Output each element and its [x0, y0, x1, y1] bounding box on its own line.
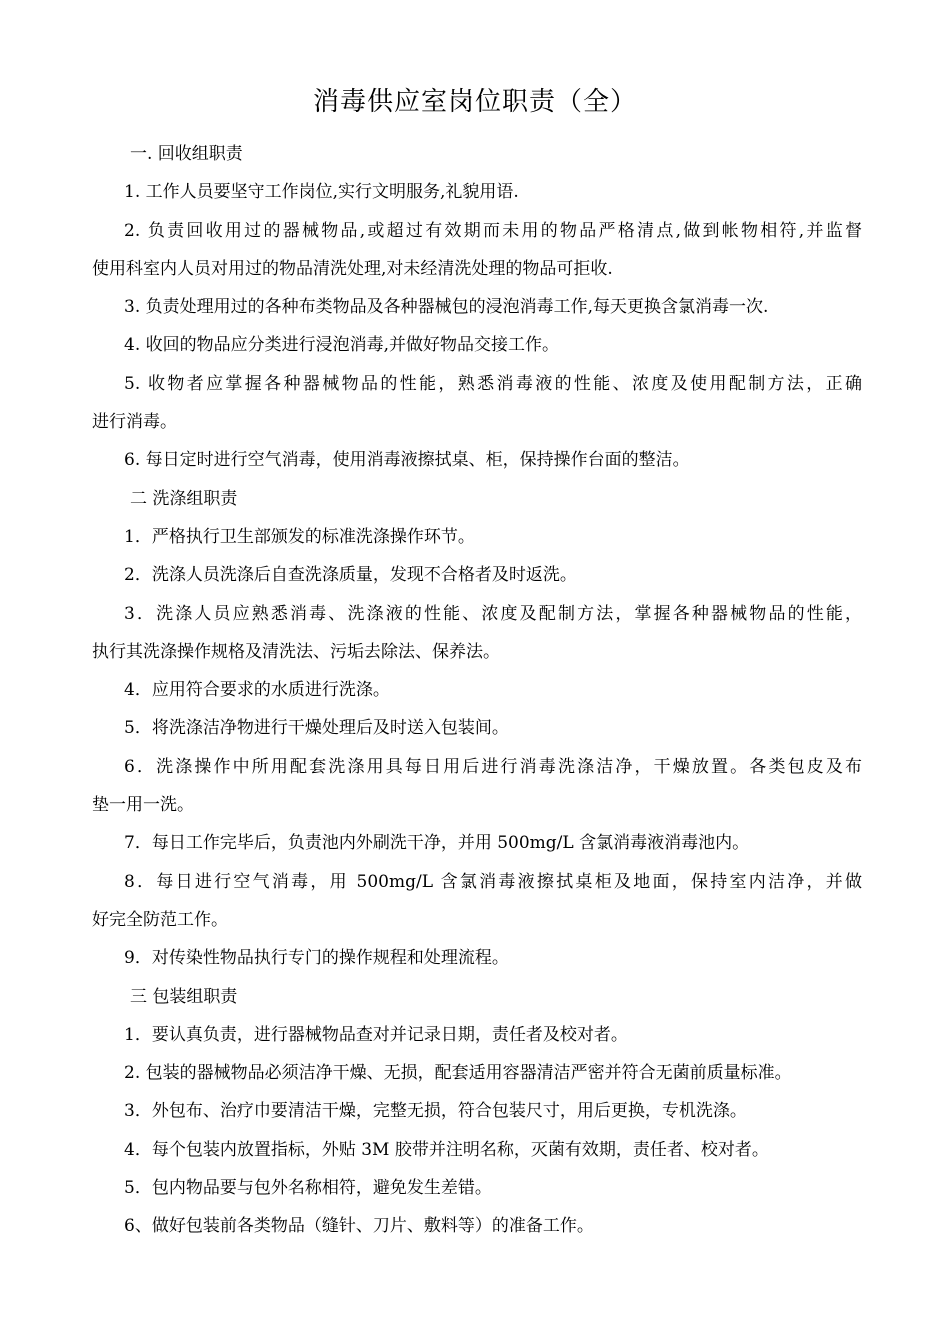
paragraph-line: 1．严格执行卫生部颁发的标准洗涤操作环节。	[124, 526, 475, 547]
paragraph-line: 5．将洗涤洁净物进行干燥处理后及时送入包装间。	[124, 718, 509, 739]
paragraph-line: 3．洗涤人员应熟悉消毒、洗涤液的性能、浓度及配制方法，掌握各种器械物品的性能，	[124, 603, 862, 624]
paragraph-line: 4．每个包装内放置指标，外贴 3M 胶带并注明名称，灭菌有效期，责任者、校对者。	[124, 1139, 769, 1160]
paragraph-line: 8．每日进行空气消毒，用 500mg/L 含氯消毒液擦拭桌柜及地面，保持室内洁净，并做	[124, 871, 862, 892]
paragraph-line: 1. 工作人员要坚守工作岗位,实行文明服务,礼貌用语.	[124, 182, 519, 203]
paragraph-line: 2．洗涤人员洗涤后自查洗涤质量，发现不合格者及时返洗。	[124, 565, 577, 586]
paragraph-line: 1．要认真负责，进行器械物品查对并记录日期，责任者及校对者。	[124, 1024, 628, 1045]
section-heading-recycling: 一. 回收组职责	[130, 144, 243, 164]
paragraph-line: 2. 包装的器械物品必须洁净干燥、无损，配套适用容器清洁严密并符合无菌前质量标准。	[124, 1063, 792, 1084]
paragraph-line: 6、做好包装前各类物品（缝针、刀片、敷料等）的准备工作。	[124, 1216, 594, 1237]
paragraph-line: 2. 负责回收用过的器械物品,或超过有效期而未用的物品严格清点,做到帐物相符,并监督	[124, 220, 862, 241]
paragraph-line: 使用科室内人员对用过的物品清洗处理,对未经清洗处理的物品可拒收.	[92, 258, 613, 279]
paragraph-line: 4．应用符合要求的水质进行洗涤。	[124, 680, 390, 701]
section-heading-washing: 二 洗涤组职责	[130, 488, 238, 509]
paragraph-line: 9．对传染性物品执行专门的操作规程和处理流程。	[124, 948, 509, 969]
paragraph-line: 6．洗涤操作中所用配套洗涤用具每日用后进行消毒洗涤洁净，干燥放置。各类包皮及布	[124, 756, 862, 777]
paragraph-line: 6. 每日定时进行空气消毒，使用消毒液擦拭桌、柜，保持操作台面的整洁。	[124, 450, 690, 471]
paragraph-line: 7．每日工作完毕后，负责池内外刷洗干净，并用 500mg/L 含氯消毒液消毒池内。	[124, 833, 750, 854]
paragraph-line: 3. 负责处理用过的各种布类物品及各种器械包的浸泡消毒工作,每天更换含氯消毒一次.	[124, 297, 769, 318]
document-body	[92, 135, 862, 1246]
paragraph-line: 5．包内物品要与包外名称相符，避免发生差错。	[124, 1178, 492, 1199]
section-heading-packaging: 三 包装组职责	[130, 986, 238, 1007]
paragraph-line: 执行其洗涤操作规格及清洗法、污垢去除法、保养法。	[92, 641, 500, 662]
paragraph-line: 进行消毒。	[92, 412, 177, 433]
paragraph-line: 好完全防范工作。	[92, 909, 228, 930]
paragraph-line: 4. 收回的物品应分类进行浸泡消毒,并做好物品交接工作。	[124, 335, 560, 356]
paragraph-line: 3．外包布、治疗巾要清洁干燥，完整无损，符合包装尺寸，用后更换，专机洗涤。	[124, 1101, 747, 1122]
paragraph-line: 5. 收物者应掌握各种器械物品的性能，熟悉消毒液的性能、浓度及使用配制方法，正确	[124, 373, 862, 394]
document-title: 消毒供应室岗位职责（全）	[312, 87, 637, 117]
paragraph-line: 垫一用一洗。	[92, 795, 194, 816]
